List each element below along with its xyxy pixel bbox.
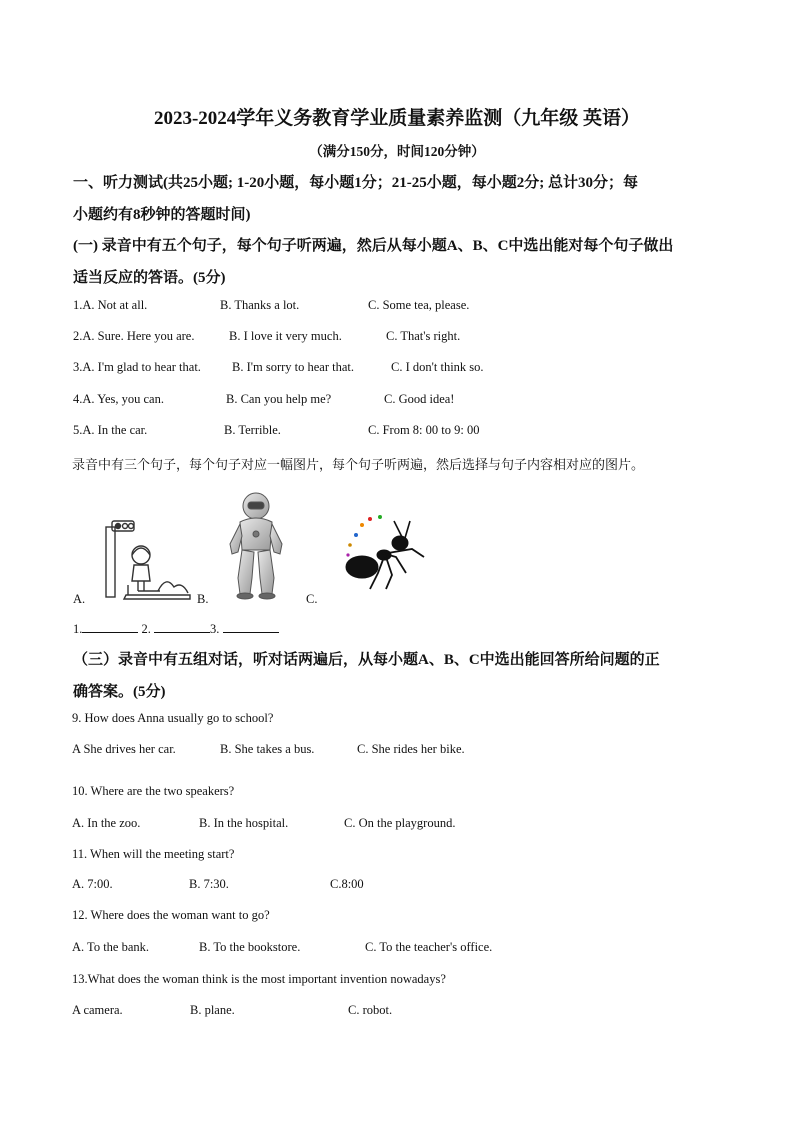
q5-option-b: B. Terrible.: [224, 423, 281, 437]
blank-label-1: 1.: [73, 622, 83, 636]
picture-label-a: A.: [73, 592, 86, 606]
traffic-light-girl-picture: [98, 515, 194, 601]
q10-option-a: A. In the zoo.: [72, 816, 141, 830]
q13-question: 13.What does the woman think is the most important invention nowadays?: [72, 972, 446, 986]
q3-option-b: B. I'm sorry to hear that.: [232, 360, 355, 374]
q9-option-a: A She drives her car.: [72, 742, 176, 756]
q4-option-c: C. Good idea!: [384, 392, 455, 406]
q11-option-b: B. 7:30.: [189, 877, 229, 891]
q12-option-c: C. To the teacher's office.: [365, 940, 493, 954]
q12-option-a: A. To the bank.: [72, 940, 150, 954]
page-title: 2023-2024学年义务教育学业质量素养监测（九年级 英语）: [153, 108, 641, 129]
q11-question: 11. When will the meeting start?: [72, 847, 235, 861]
part1-heading-line2: 小题约有8秒钟的答题时间): [73, 207, 251, 223]
q13-option-a: A camera.: [72, 1003, 123, 1017]
q4-option-a: 4.A. Yes, you can.: [73, 392, 164, 406]
q4-option-b: B. Can you help me?: [226, 392, 332, 406]
q9-option-b: B. She takes a bus.: [220, 742, 315, 756]
q13-option-b: B. plane.: [190, 1003, 235, 1017]
q9-question: 9. How does Anna usually go to school?: [72, 711, 274, 725]
q10-question: 10. Where are the two speakers?: [72, 784, 235, 798]
q11-option-a: A. 7:00.: [72, 877, 113, 891]
q1-option-a: 1.A. Not at all.: [73, 298, 148, 312]
q5-option-c: C. From 8: 00 to 9: 00: [368, 423, 480, 437]
q1-option-b: B. Thanks a lot.: [220, 298, 300, 312]
q12-question: 12. Where does the woman want to go?: [72, 908, 270, 922]
q10-option-c: C. On the playground.: [344, 816, 456, 830]
q12-option-b: B. To the bookstore.: [199, 940, 301, 954]
answer-blanks: [73, 620, 279, 637]
section1-heading-line2: 适当反应的答语。(5分): [73, 270, 226, 286]
robot-picture: [220, 490, 292, 600]
q11-option-c: C.8:00: [330, 877, 364, 891]
q13-option-c: C. robot.: [348, 1003, 393, 1017]
q2-option-a: 2.A. Sure. Here you are.: [73, 329, 195, 343]
page-subtitle: （满分150分，时间120分钟）: [309, 144, 485, 159]
answer-blank-3[interactable]: [223, 620, 279, 633]
section2-instruction: 录音中有三个句子，每个句子对应一幅图片，每个句子听两遍，然后选择与句子内容相对应的图片。: [72, 457, 645, 472]
q3-option-c: C. I don't think so.: [391, 360, 484, 374]
q5-option-a: 5.A. In the car.: [73, 423, 148, 437]
part1-heading-line1: 一、听力测试(共25小题; 1-20小题，每小题1分；21-25小题，每小题2分; 总计30分；每: [73, 175, 638, 191]
section1-heading-line1: (一) 录音中有五个句子，每个句子听两遍，然后从每小题A、B、C中选出能对每个句子做出: [73, 238, 674, 254]
answer-blank-2[interactable]: [154, 620, 210, 633]
q2-option-c: C. That's right.: [386, 329, 461, 343]
q1-option-c: C. Some tea, please.: [368, 298, 470, 312]
blank-label-2: 2.: [138, 622, 154, 636]
picture-label-c: C.: [306, 592, 318, 606]
ant-picture: [336, 513, 428, 593]
q9-option-c: C. She rides her bike.: [357, 742, 465, 756]
section3-heading-line1: （三）录音中有五组对话，听对话两遍后，从每小题A、B、C中选出能回答所给问题的正: [73, 652, 660, 668]
answer-blank-1[interactable]: [82, 620, 138, 633]
picture-label-b: B.: [197, 592, 209, 606]
q2-option-b: B. I love it very much.: [229, 329, 342, 343]
q10-option-b: B. In the hospital.: [199, 816, 289, 830]
section3-heading-line2: 确答案。(5分): [73, 684, 166, 700]
q3-option-a: 3.A. I'm glad to hear that.: [73, 360, 201, 374]
blank-label-3: 3.: [210, 622, 223, 636]
